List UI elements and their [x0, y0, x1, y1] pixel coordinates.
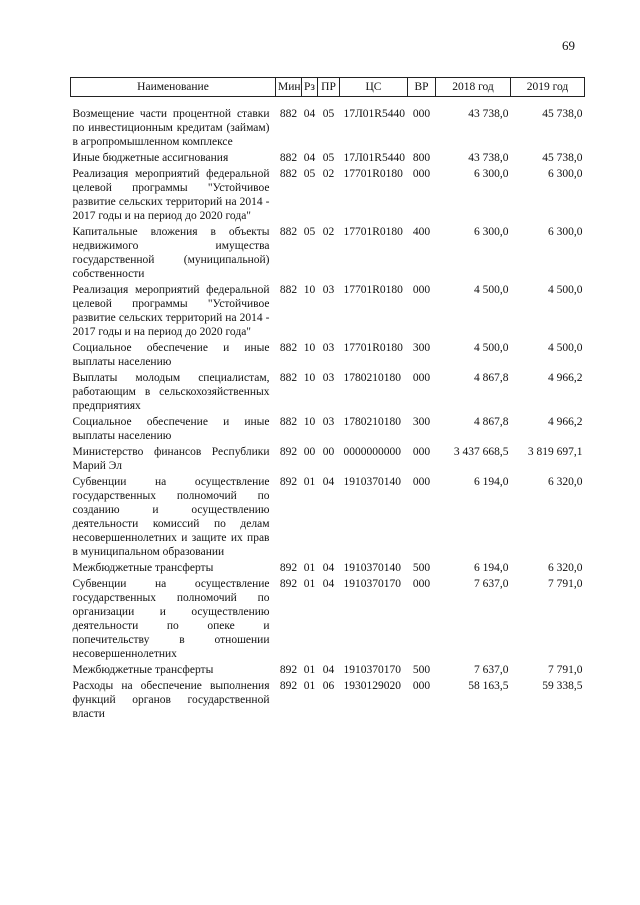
row-vr: 000 [412, 284, 431, 296]
row-name: Социальное обеспечение и иные выплаты населению [72, 342, 270, 368]
row-pr: 04 [322, 562, 335, 574]
table-row [71, 678, 585, 722]
row-rz: 01 [303, 664, 316, 676]
row-2019: 6 320,0 [548, 476, 583, 488]
row-vr: 500 [412, 562, 431, 574]
row-cs: 1780210180 [343, 416, 401, 428]
row-pr: 03 [322, 372, 335, 384]
row-pr: 04 [322, 476, 335, 488]
row-name: Капитальные вложения в объекты недвижимого имущества государственной (муниципальной) собственности [72, 226, 270, 280]
row-rz: 10 [303, 284, 316, 296]
row-rz: 01 [303, 476, 316, 488]
row-2019: 59 338,5 [542, 680, 583, 692]
row-2018: 4 867,8 [474, 416, 509, 428]
row-min: 892 [279, 562, 298, 574]
header-rz: Рз [302, 78, 318, 97]
row-pr: 03 [322, 342, 335, 354]
header-vr: ВР [408, 78, 436, 97]
row-vr: 500 [412, 664, 431, 676]
row-2018: 6 194,0 [474, 562, 509, 574]
row-min: 882 [279, 372, 298, 384]
row-name: Иные бюджетные ассигнования [72, 152, 229, 164]
row-cs: 1910370140 [343, 476, 401, 488]
row-pr: 03 [322, 416, 335, 428]
row-name: Возмещение части процентной ставки по инвестиционным кредитам (займам) в агропромышленном комплексе [72, 108, 270, 148]
row-pr: 06 [322, 680, 335, 692]
row-pr: 00 [322, 446, 335, 458]
header-2019: 2019 год [511, 78, 585, 97]
table-row [71, 444, 585, 474]
table-header-row [71, 78, 585, 97]
row-pr: 05 [322, 108, 335, 120]
table-row [71, 166, 585, 224]
row-min: 882 [279, 108, 298, 120]
row-2018: 6 194,0 [474, 476, 509, 488]
row-vr: 000 [412, 578, 431, 590]
row-cs: 17701R0180 [343, 284, 403, 296]
row-cs: 0000000000 [343, 446, 401, 458]
row-pr: 02 [322, 168, 335, 180]
row-2019: 45 738,0 [542, 108, 583, 120]
row-2018: 43 738,0 [468, 152, 509, 164]
row-2019: 7 791,0 [548, 664, 583, 676]
header-2018: 2018 год [436, 78, 511, 97]
row-cs: 17Л01R5440 [343, 108, 405, 120]
row-2019: 4 500,0 [548, 342, 583, 354]
row-pr: 04 [322, 578, 335, 590]
table-row [71, 150, 585, 166]
row-cs: 17701R0180 [343, 342, 403, 354]
row-vr: 000 [412, 446, 431, 458]
row-2019: 6 320,0 [548, 562, 583, 574]
row-name: Расходы на обеспечение выполнения функций органов государственной власти [72, 680, 270, 720]
table-body [71, 97, 585, 723]
row-2019: 4 966,2 [548, 372, 583, 384]
table-row [71, 414, 585, 444]
row-min: 882 [279, 342, 298, 354]
row-2018: 58 163,5 [468, 680, 509, 692]
row-2018: 4 500,0 [474, 342, 509, 354]
row-cs: 1930129020 [343, 680, 401, 692]
row-2018: 43 738,0 [468, 108, 509, 120]
row-pr: 05 [322, 152, 335, 164]
table-row [71, 282, 585, 340]
row-rz: 05 [303, 168, 316, 180]
row-name: Реализация мероприятий федеральной целевой программы "Устойчивое развитие сельских территорий на 2014 - 2017 годы и на период до 2020 года" [72, 168, 270, 222]
row-min: 892 [279, 578, 298, 590]
row-2018: 7 637,0 [474, 664, 509, 676]
row-pr: 02 [322, 226, 335, 238]
row-2019: 3 819 697,1 [527, 446, 583, 458]
row-min: 882 [279, 168, 298, 180]
row-min: 882 [279, 226, 298, 238]
row-cs: 1910370170 [343, 578, 401, 590]
row-pr: 03 [322, 284, 335, 296]
row-2019: 4 500,0 [548, 284, 583, 296]
row-min: 882 [279, 152, 298, 164]
header-pr: ПР [318, 78, 340, 97]
row-rz: 10 [303, 342, 316, 354]
row-vr: 300 [412, 416, 431, 428]
header-name: Наименование [71, 78, 276, 97]
row-rz: 04 [303, 152, 316, 164]
row-2019: 6 300,0 [548, 168, 583, 180]
row-rz: 01 [303, 562, 316, 574]
row-vr: 300 [412, 342, 431, 354]
row-vr: 000 [412, 680, 431, 692]
row-cs: 17Л01R5440 [343, 152, 405, 164]
row-cs: 1910370140 [343, 562, 401, 574]
header-min: Мин [276, 78, 302, 97]
row-cs: 1780210180 [343, 372, 401, 384]
table-row [71, 97, 585, 151]
row-2019: 7 791,0 [548, 578, 583, 590]
row-rz: 10 [303, 372, 316, 384]
row-vr: 000 [412, 476, 431, 488]
row-vr: 400 [412, 226, 431, 238]
row-min: 892 [279, 664, 298, 676]
row-2018: 7 637,0 [474, 578, 509, 590]
row-2018: 3 437 668,5 [453, 446, 509, 458]
row-min: 892 [279, 476, 298, 488]
row-name: Субвенции на осуществление государственных полномочий по созданию и осуществлению деятельности комиссий по делам несовершеннолетних и защите их прав в муниципальном образовании [72, 476, 270, 558]
row-min: 882 [279, 416, 298, 428]
table-row [71, 474, 585, 560]
row-2018: 6 300,0 [474, 226, 509, 238]
row-name: Реализация мероприятий федеральной целевой программы "Устойчивое развитие сельских территорий на 2014 - 2017 годы и на период до 2020 года" [72, 284, 270, 338]
table-row [71, 370, 585, 414]
table-row [71, 576, 585, 662]
page-number: 69 [562, 38, 575, 53]
row-2019: 45 738,0 [542, 152, 583, 164]
row-name: Субвенции на осуществление государственных полномочий по организации и осуществлению деятельности по опеке и попечительству в отношении несовершеннолетних [72, 578, 270, 660]
row-min: 892 [279, 446, 298, 458]
row-name: Выплаты молодым специалистам, работающим в сельскохозяйственных предприятиях [72, 372, 270, 412]
row-2018: 4 500,0 [474, 284, 509, 296]
header-cs: ЦС [340, 78, 408, 97]
row-vr: 000 [412, 168, 431, 180]
row-min: 882 [279, 284, 298, 296]
budget-table [70, 77, 585, 722]
row-2019: 4 966,2 [548, 416, 583, 428]
row-rz: 00 [303, 446, 316, 458]
row-cs: 17701R0180 [343, 168, 403, 180]
row-rz: 01 [303, 680, 316, 692]
row-name: Министерство финансов Республики Марий Эл [72, 446, 270, 472]
table-row [71, 224, 585, 282]
row-pr: 04 [322, 664, 335, 676]
row-cs: 1910370170 [343, 664, 401, 676]
row-vr: 800 [412, 152, 431, 164]
row-name: Межбюджетные трансферты [72, 664, 214, 676]
row-vr: 000 [412, 372, 431, 384]
row-rz: 05 [303, 226, 316, 238]
table-row [71, 560, 585, 576]
table-row [71, 662, 585, 678]
row-rz: 10 [303, 416, 316, 428]
row-vr: 000 [412, 108, 431, 120]
row-rz: 04 [303, 108, 316, 120]
row-name: Межбюджетные трансферты [72, 562, 214, 574]
row-cs: 17701R0180 [343, 226, 403, 238]
row-2019: 6 300,0 [548, 226, 583, 238]
row-2018: 6 300,0 [474, 168, 509, 180]
row-name: Социальное обеспечение и иные выплаты населению [72, 416, 270, 442]
row-rz: 01 [303, 578, 316, 590]
row-2018: 4 867,8 [474, 372, 509, 384]
table-row [71, 340, 585, 370]
row-min: 892 [279, 680, 298, 692]
